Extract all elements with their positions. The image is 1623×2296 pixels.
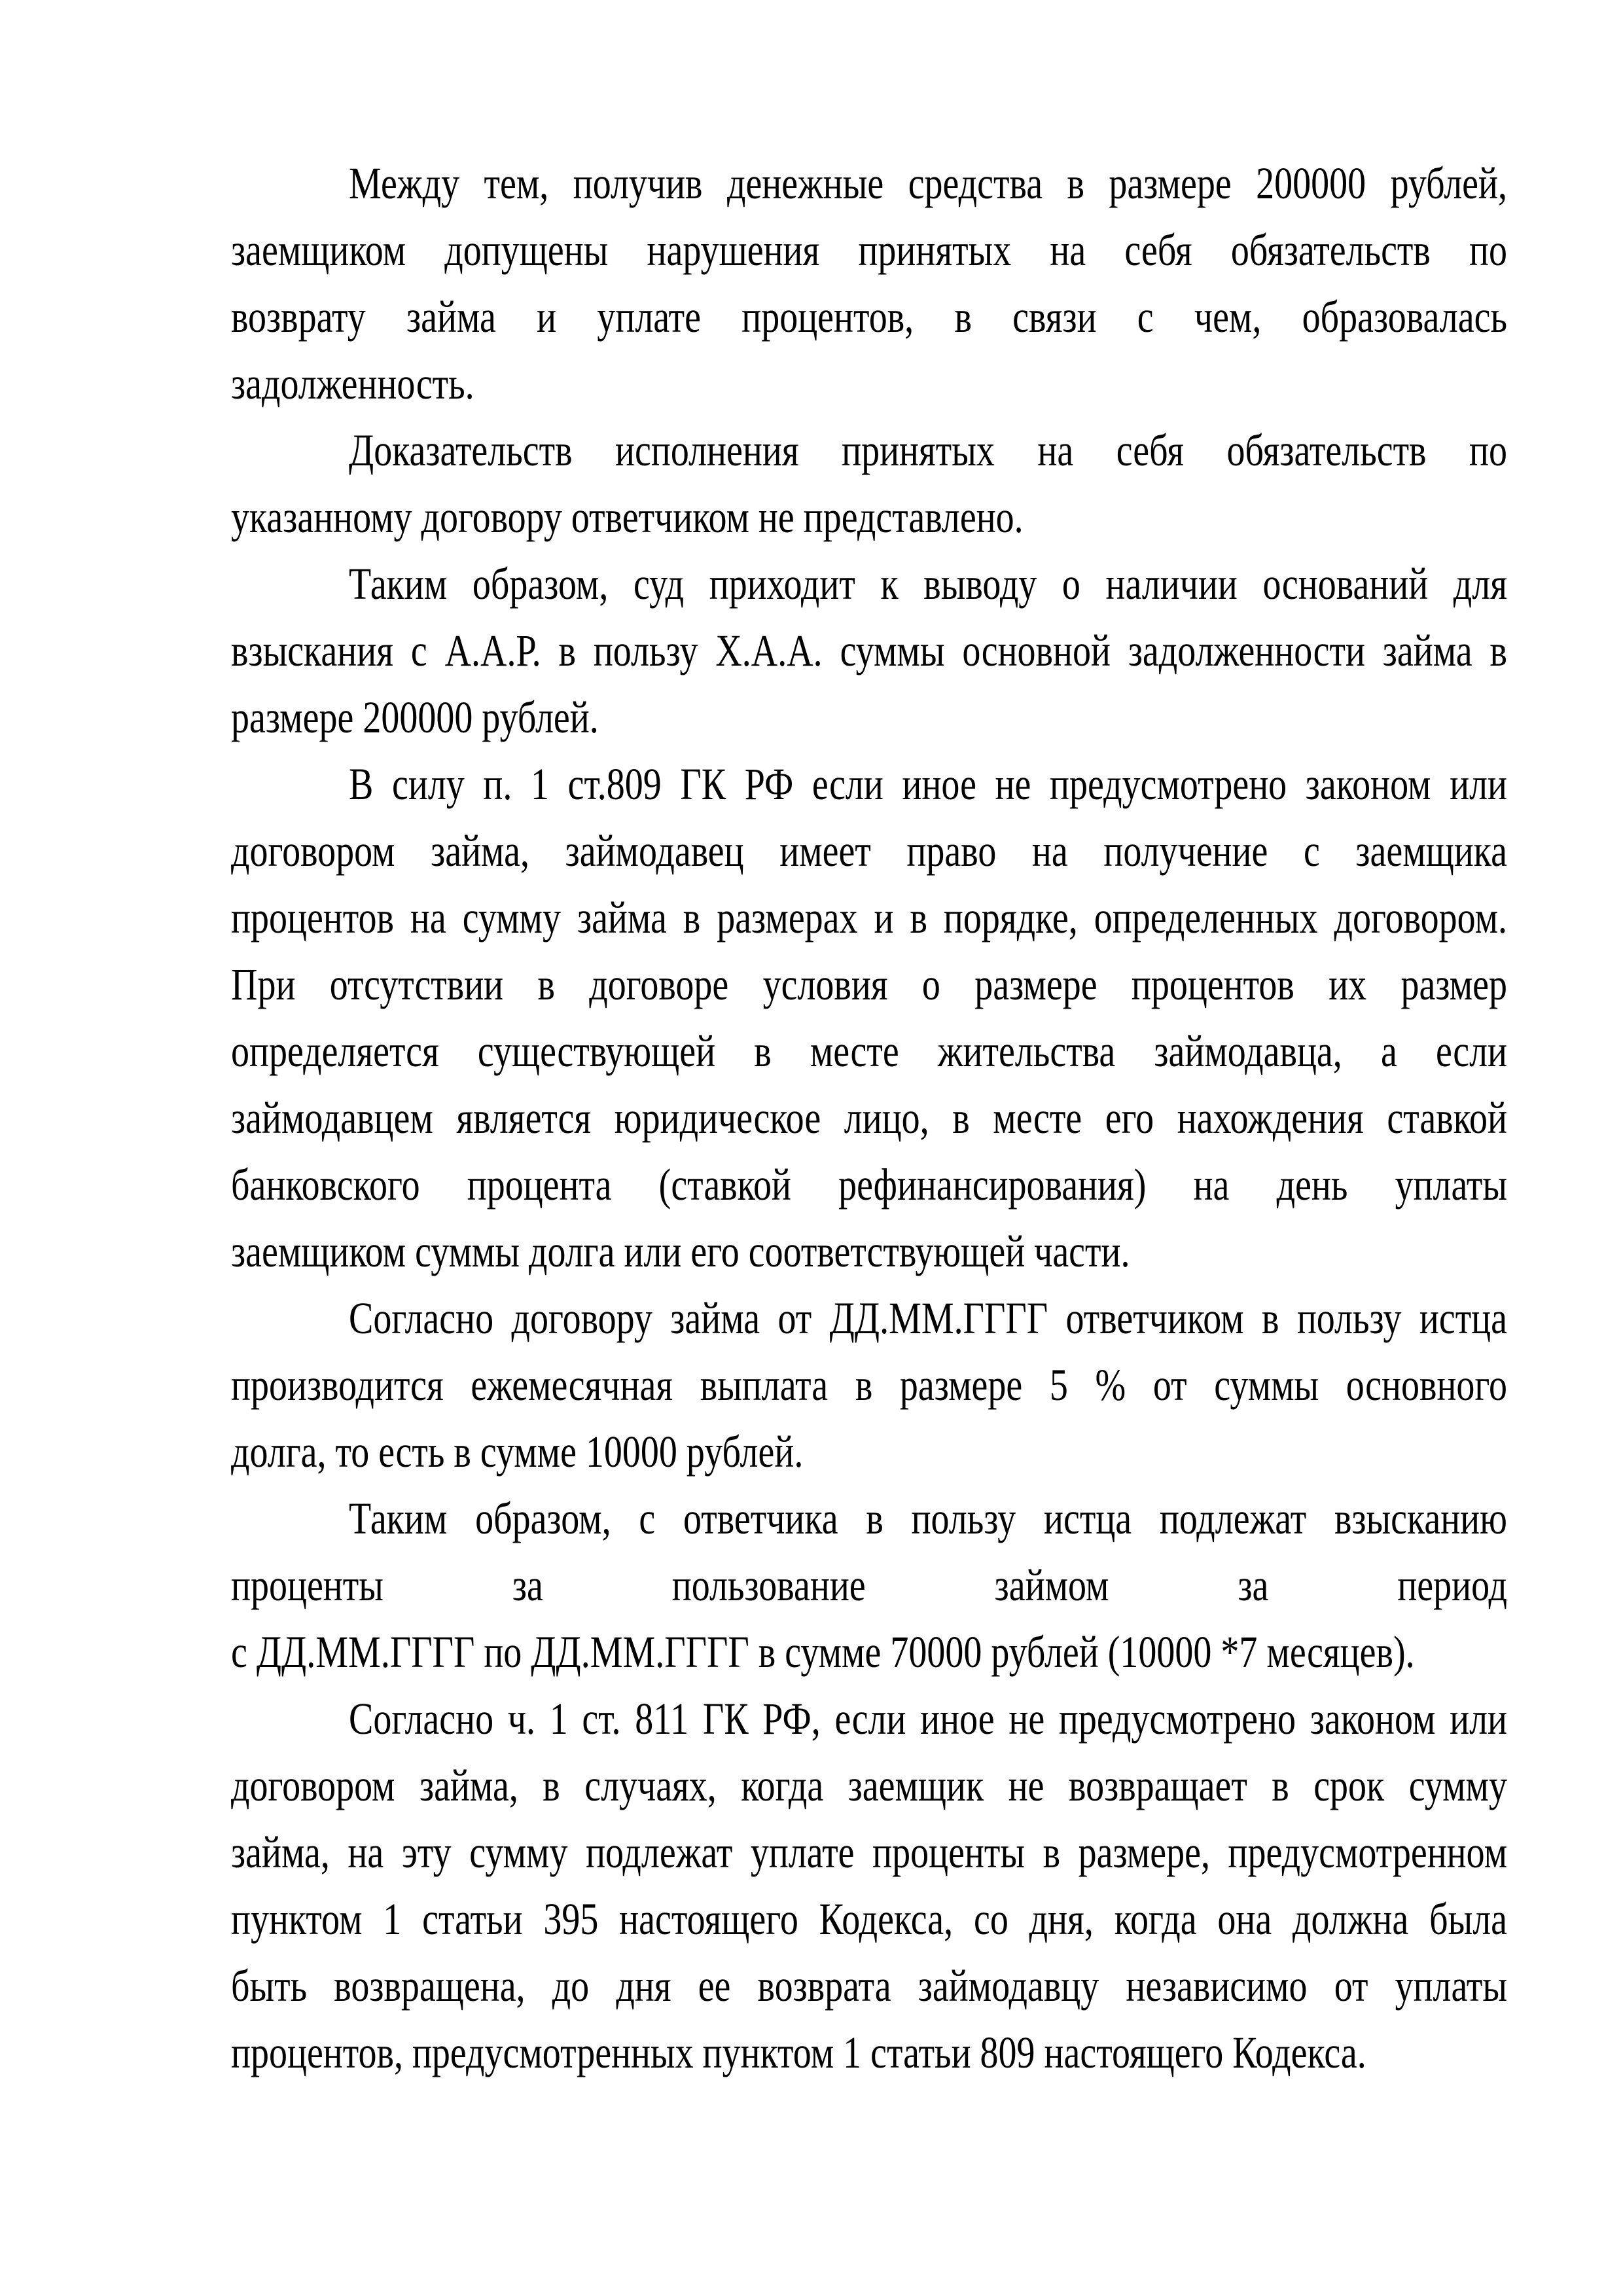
text-line: долга, то есть в сумме 10000 рублей. xyxy=(231,1427,804,1477)
text-line: проценты за пользование займом за период xyxy=(231,1561,1507,1611)
text-line: размере 200000 рублей. xyxy=(231,693,599,743)
paragraph xyxy=(231,551,1507,751)
text-line: производится ежемесячная выплата в размере 5 % от суммы основного xyxy=(231,1361,1507,1410)
paragraph xyxy=(231,1285,1507,1486)
text-line: Согласно ч. 1 ст. 811 ГК РФ, если иное не предусмотрено законом или xyxy=(349,1695,1507,1744)
text-line: процентов, предусмотренных пунктом 1 статьи 809 настоящего Кодекса. xyxy=(231,2028,1366,2078)
paragraph xyxy=(231,751,1507,1285)
text-line: пунктом 1 статьи 395 настоящего Кодекса, со дня, когда она должна была xyxy=(231,1895,1507,1945)
text-line: заемщиком допущены нарушения принятых на себя обязательств по xyxy=(231,226,1507,276)
text-line: задолженность. xyxy=(231,359,474,409)
text-line: займа, на эту сумму подлежат уплате проценты в размере, предусмотренном xyxy=(231,1828,1507,1878)
text-line: При отсутствии в договоре условия о размере процентов их размер xyxy=(231,960,1507,1010)
text-line: с ДД.ММ.ГГГГ по ДД.ММ.ГГГГ в сумме 70000 рублей (10000 *7 месяцев). xyxy=(231,1628,1415,1677)
text-line: договором займа, в случаях, когда заемщик не возвращает в срок сумму xyxy=(231,1761,1507,1811)
paragraph xyxy=(231,1686,1507,2087)
text-line: взыскания с А.А.Р. в пользу Х.А.А. суммы основной задолженности займа в xyxy=(231,626,1507,676)
text-line: заемщиком суммы долга или его соответствующей части. xyxy=(231,1227,1130,1277)
paragraph xyxy=(231,418,1507,551)
text-line: Доказательств исполнения принятых на себя обязательств по xyxy=(349,426,1507,476)
text-line: Согласно договору займа от ДД.ММ.ГГГГ ответчиком в пользу истца xyxy=(349,1294,1507,1344)
text-line: указанному договору ответчиком не представлено. xyxy=(231,493,1024,543)
text-line: процентов на сумму займа в размерах и в порядке, определенных договором. xyxy=(231,893,1507,943)
paragraph xyxy=(231,1486,1507,1686)
text-line: Таким образом, с ответчика в пользу истца подлежат взысканию xyxy=(349,1494,1507,1544)
text-line: Таким образом, суд приходит к выводу о наличии оснований для xyxy=(349,560,1507,609)
text-line: займодавцем является юридическое лицо, в месте его нахождения ставкой xyxy=(231,1094,1507,1143)
text-line: возврату займа и уплате процентов, в связи с чем, образовалась xyxy=(231,293,1507,342)
text-line: В силу п. 1 ст.809 ГК РФ если иное не предусмотрено законом или xyxy=(349,760,1507,810)
document-body xyxy=(231,151,1507,2087)
text-line: определяется существующей в месте жительства займодавца, а если xyxy=(231,1027,1507,1077)
text-line: договором займа, займодавец имеет право на получение с заемщика xyxy=(231,827,1507,876)
text-line: Между тем, получив денежные средства в размере 200000 рублей, xyxy=(349,159,1507,209)
text-line: банковского процента (ставкой рефинансирования) на день уплаты xyxy=(231,1160,1507,1210)
paragraph xyxy=(231,151,1507,418)
text-line: быть возвращена, до дня ее возврата займодавцу независимо от уплаты xyxy=(231,1962,1507,2011)
